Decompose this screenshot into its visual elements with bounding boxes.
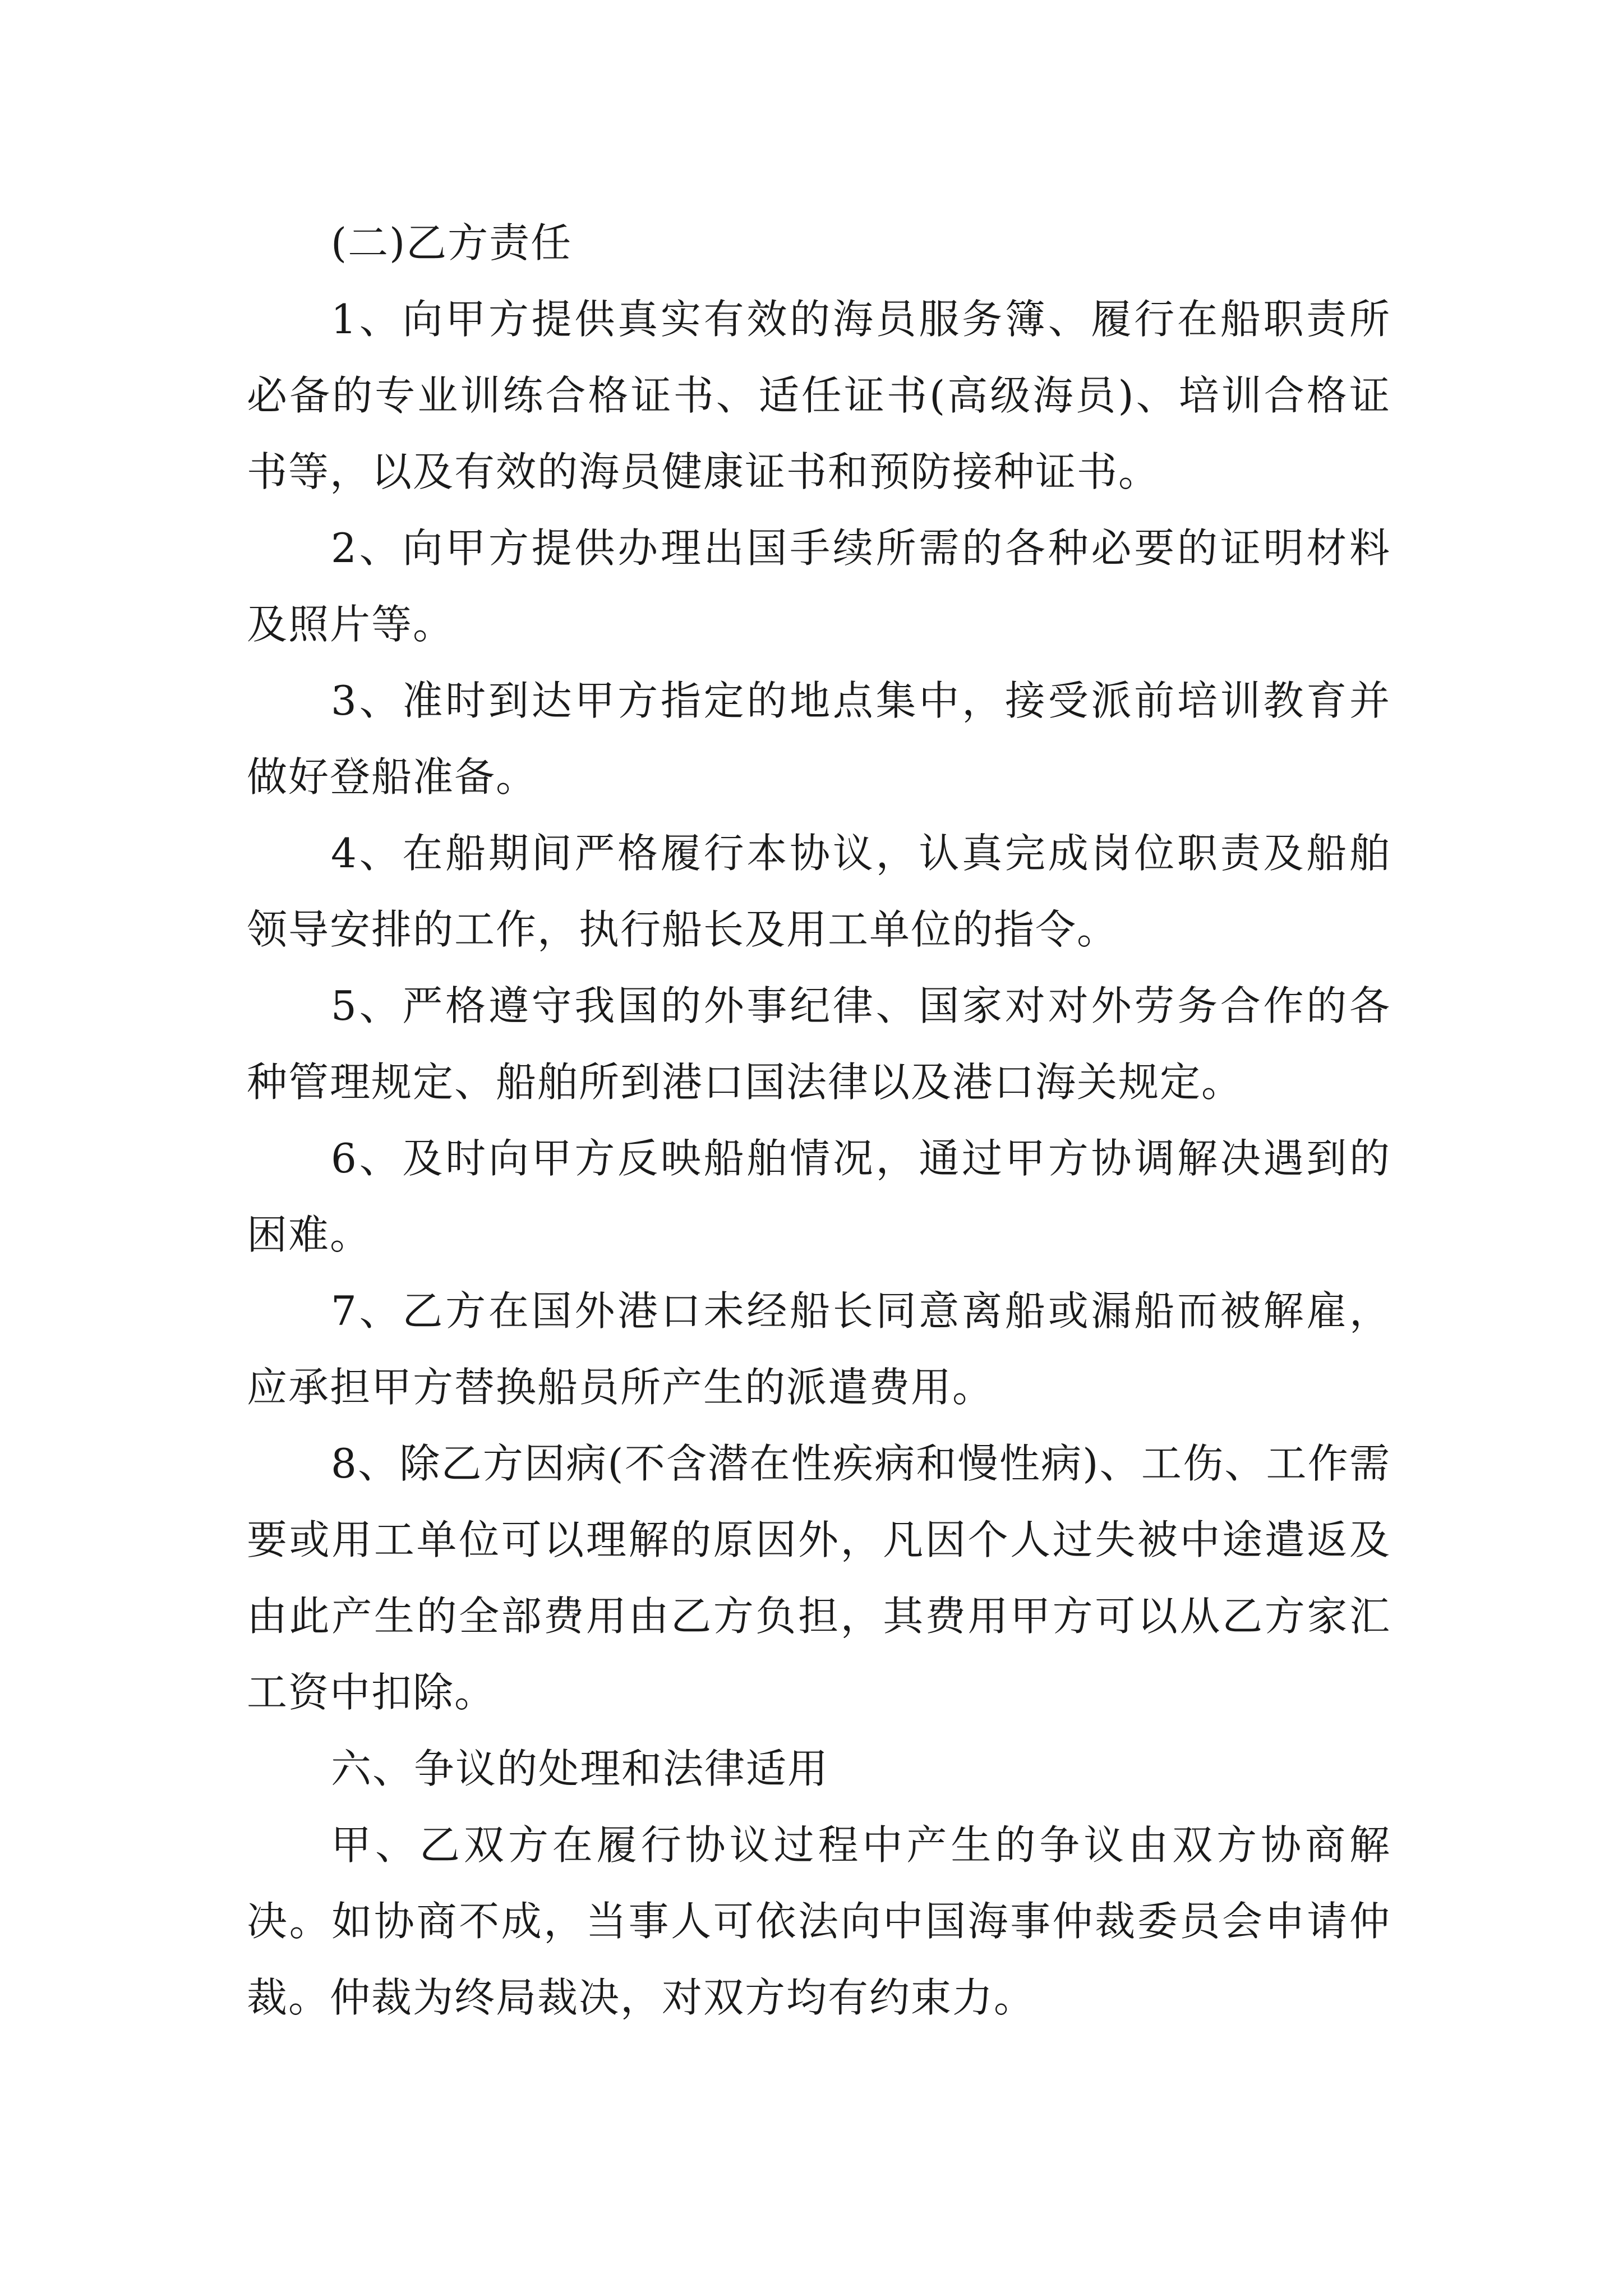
clause-6: 6、及时向甲方反映船舶情况，通过甲方协调解决遇到的困难。 [247,1135,1391,1258]
clause-3: 3、准时到达甲方指定的地点集中，接受派前培训教育并做好登船准备。 [247,677,1391,800]
clause-2: 2、向甲方提供办理出国手续所需的各种必要的证明材料及照片等。 [247,524,1391,648]
document-page [247,205,1391,2036]
clause-8: 8、除乙方因病(不含潜在性疾病和慢性病)、工伤、工作需要或用工单位可以理解的原因外，凡因个人过失被中途遣返及由此产生的全部费用由乙方负担，其费用甲方可以从乙方家汇工资中扣除。 [247,1440,1391,1716]
clause-5: 5、严格遵守我国的外事纪律、国家对对外劳务合作的各种管理规定、船舶所到港口国法律以及港口海关规定。 [247,982,1391,1106]
clause-4: 4、在船期间严格履行本协议，认真完成岗位职责及船舶领导安排的工作，执行船长及用工单位的指令。 [247,830,1391,953]
section-heading-dispute: 六、争议的处理和法律适用 [331,1745,829,1792]
dispute-paragraph: 甲、乙双方在履行协议过程中产生的争议由双方协商解决。如协商不成，当事人可依法向中国海事仲裁委员会申请仲裁。仲裁为终局裁决，对双方均有约束力。 [247,1821,1391,2021]
section-heading-party-b-duties: (二)乙方责任 [331,219,573,266]
clause-7: 7、乙方在国外港口未经船长同意离船或漏船而被解雇，应承担甲方替换船员所产生的派遣费用。 [247,1287,1391,1411]
clause-1: 1、向甲方提供真实有效的海员服务簿、履行在船职责所必备的专业训练合格证书、适任证书(高级海员)、培训合格证书等，以及有效的海员健康证书和预防接种证书。 [247,296,1391,495]
